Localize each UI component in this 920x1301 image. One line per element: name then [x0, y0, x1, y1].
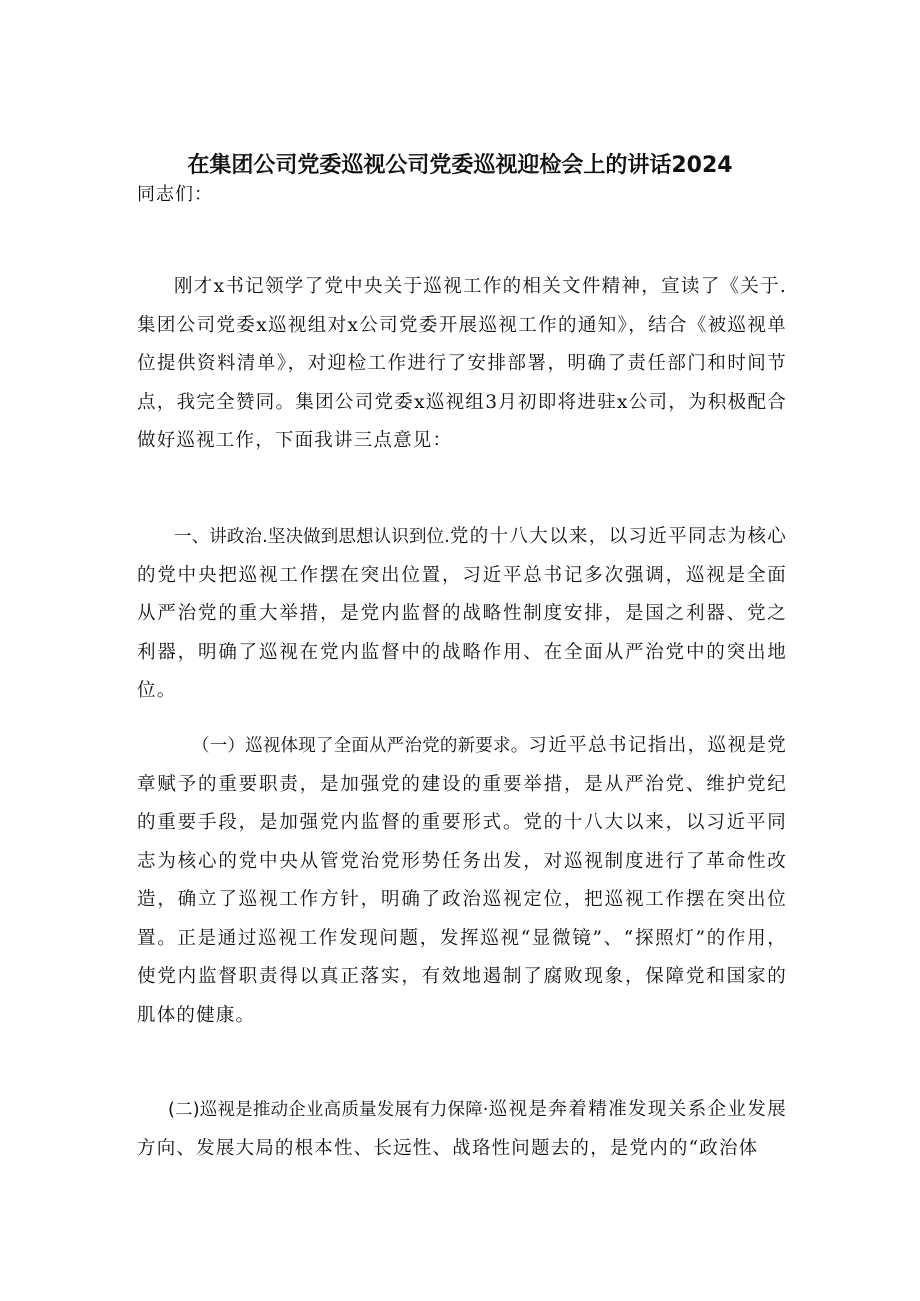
document-title: 在集团公司党委巡视公司党委巡视迎检会上的讲话2024	[187, 153, 733, 178]
paragraph-text: 巡视是奔着精准发现关系企业发展方向、发展大局的根本性、长远性、战珞性问题去的，是党内的“政治体	[137, 1099, 787, 1159]
paragraph-lead: （一）巡视体现了全面从严治党的新要求。	[192, 736, 529, 756]
paragraph-subsection-2	[137, 1091, 787, 1168]
paragraph-intro	[137, 268, 787, 461]
paragraph-subsection-1	[137, 727, 787, 1035]
paragraph-lead: (二)巡视是推动企业高质量发展有力保障·	[168, 1100, 489, 1120]
paragraph-text: 党的十八大以来，以习近平同志为核心的党中央把巡视工作摆在突出位置，习近平总书记多次强调，巡视是全面从严治党的重大举措，是党内监督的战略性制度安排，是国之利器、党之利器，明确了巡视在党内监督中的战略作用、在全面从严治党中的突出地位。	[137, 526, 788, 701]
paragraph-lead: 一、讲政治.坚决做到思想认识到位.	[174, 527, 450, 547]
salutation: 同志们：	[137, 184, 213, 205]
paragraph-text: 习近平总书记指出，巡视是党章赋予的重要职责，是加强党的建设的重要举措，是从严治党、维护党纪的重要手段，是加强党内监督的重要形式。党的十八大以来，以习近平同志为核心的党中央从管党治党形势任务出发，对巡视制度进行了革命性改造，确立了巡视工作方针，明确了政治巡视定位，把巡视工作摆在突出位置。正是通过巡视工作发现问题，发挥巡视“显微镜”、“探照灯”的作用，使党内监督职责得以真正落实，有效地遏制了腐败现象，保障党和国家的肌体的健康。	[137, 735, 787, 1026]
paragraph-section-1	[137, 518, 787, 711]
paragraph-text: 刚才x书记领学了党中央关于巡视工作的相关文件精神，宣读了《关于.集团公司党委x巡视组对x公司党委开展巡视工作的通知》，结合《被巡视单位提供资料清单》，对迎检工作进行了安排部署，明确了责任部门和时间节点，我完全赞同。集团公司党委x巡视组3月初即将进驻x公司，为积极配合做好巡视工作，下面我讲三点意见：	[137, 276, 787, 451]
